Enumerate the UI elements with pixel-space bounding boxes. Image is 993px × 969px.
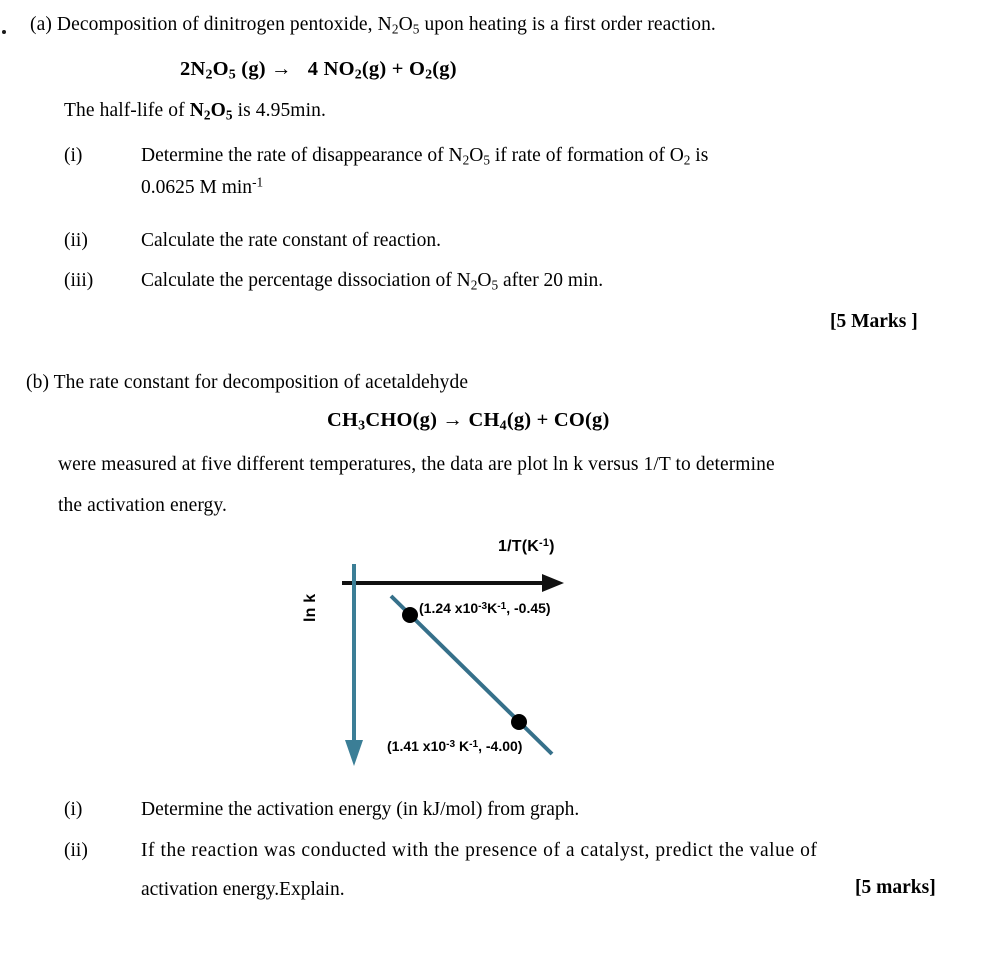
item-number: (ii) bbox=[64, 230, 88, 251]
data-point-label-2: (1.41 $x10^{-3}$ $K^{-1}$, -4.00) bbox=[387, 738, 523, 754]
part-b-intro: (b) The rate constant for decomposition of acetaldehyde bbox=[26, 372, 469, 393]
part-a-marks: [5 Marks ] bbox=[830, 311, 918, 332]
part-a-equation: $2N_2O_5$ (g) → 4 $NO_2(g) + O_2(g)$ bbox=[180, 58, 457, 83]
part-b-body-line1: were measured at five different temperatures, the data are plot ln k versus 1/T to determine bbox=[58, 454, 775, 475]
part-b-equation: $CH_3CHO(g) \to CH_4(g) + CO(g)$ bbox=[327, 409, 610, 434]
part-b-item-ii bbox=[64, 838, 969, 903]
part-b-body-line2: the activation energy. bbox=[58, 495, 227, 516]
half-life-statement: The half-life of $N_2O_5$ is 4.95min. bbox=[64, 100, 326, 123]
item-text-line1: Determine the rate of disappearance of $N_2O_5$ if rate of formation of $O_2$ is bbox=[141, 145, 709, 168]
part-a-item-i bbox=[64, 143, 964, 201]
x-axis-arrowhead bbox=[542, 574, 564, 592]
data-point-label-1: (1.24 $x10^{-3}K^{-1}$, -0.45) bbox=[419, 600, 551, 616]
part-a-item-ii bbox=[64, 228, 964, 254]
margin-marker bbox=[2, 30, 6, 34]
item-number: (i) bbox=[64, 799, 83, 820]
y-axis-arrowhead bbox=[345, 740, 363, 766]
item-text-line2: 0.0625 M $\min^{-1}$ bbox=[141, 174, 264, 198]
item-text: Calculate the percentage dissociation of $N_2O_5$ after 20 min. bbox=[141, 270, 604, 293]
part-b-marks: [5 marks] bbox=[855, 877, 936, 898]
item-text: Calculate the rate constant of reaction. bbox=[141, 230, 441, 251]
arrhenius-plot bbox=[290, 530, 620, 785]
part-a-item-iii bbox=[64, 268, 964, 294]
y-axis-label: ln k bbox=[302, 593, 319, 622]
item-number: (ii) bbox=[64, 840, 88, 861]
item-text-line1: If the reaction was conducted with the presence of a catalyst, predict the value of bbox=[141, 840, 818, 861]
item-text-line2: activation energy.Explain. bbox=[141, 879, 345, 900]
part-a-intro: (a) Decomposition of dinitrogen pentoxide, $N_2O_5$ upon heating is a first order reaction. bbox=[30, 14, 716, 37]
part-b-item-i bbox=[64, 797, 964, 823]
item-number: (i) bbox=[64, 145, 83, 166]
data-point-marker bbox=[402, 607, 418, 623]
item-text: Determine the activation energy (in kJ/mol) from graph. bbox=[141, 799, 580, 820]
data-point-marker bbox=[511, 714, 527, 730]
item-number: (iii) bbox=[64, 270, 94, 291]
x-axis-label: $1/T(K^{-1})$ bbox=[498, 536, 555, 555]
